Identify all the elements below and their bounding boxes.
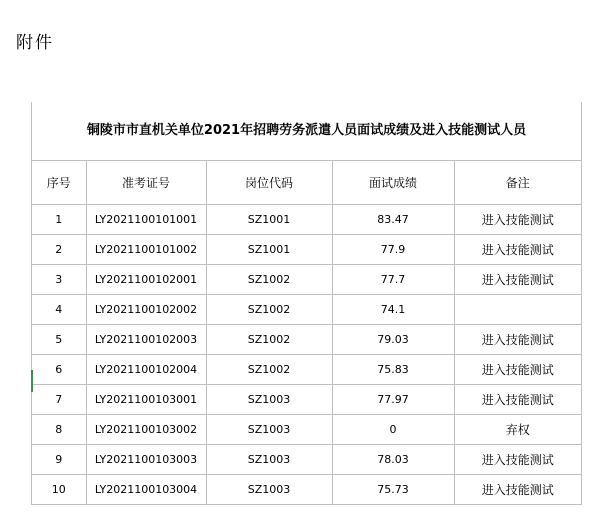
cell-post-code: SZ1001 xyxy=(206,205,332,235)
table-row xyxy=(32,235,581,265)
cell-post-code: SZ1003 xyxy=(206,385,332,415)
cell-ticket-number: LY2021100103002 xyxy=(86,415,206,445)
table-row xyxy=(32,415,581,445)
table-row xyxy=(32,385,581,415)
cell-post-code: SZ1003 xyxy=(206,445,332,475)
cell-remark: 进入技能测试 xyxy=(454,235,581,265)
results-table xyxy=(32,161,581,505)
cell-post-code: SZ1003 xyxy=(206,475,332,505)
cell-ticket-number: LY2021100103004 xyxy=(86,475,206,505)
header-interview-score: 面试成绩 xyxy=(332,161,454,205)
table-header-row xyxy=(32,161,581,205)
cell-ticket-number: LY2021100102004 xyxy=(86,355,206,385)
cell-post-code: SZ1003 xyxy=(206,415,332,445)
cell-interview-score: 77.9 xyxy=(332,235,454,265)
table-row xyxy=(32,265,581,295)
cell-seq: 10 xyxy=(32,475,86,505)
cell-remark: 进入技能测试 xyxy=(454,475,581,505)
table-row xyxy=(32,205,581,235)
cell-post-code: SZ1002 xyxy=(206,325,332,355)
cell-seq: 6 xyxy=(32,355,86,385)
results-sheet xyxy=(31,102,582,505)
table-title: 铜陵市市直机关单位2021年招聘劳务派遣人员面试成绩及进入技能测试人员 xyxy=(32,102,581,161)
cell-seq: 5 xyxy=(32,325,86,355)
text-cursor xyxy=(31,370,33,392)
cell-interview-score: 0 xyxy=(332,415,454,445)
cell-post-code: SZ1002 xyxy=(206,355,332,385)
cell-seq: 1 xyxy=(32,205,86,235)
cell-seq: 8 xyxy=(32,415,86,445)
cell-seq: 2 xyxy=(32,235,86,265)
cell-ticket-number: LY2021100102001 xyxy=(86,265,206,295)
cell-remark: 进入技能测试 xyxy=(454,355,581,385)
cell-seq: 3 xyxy=(32,265,86,295)
cell-ticket-number: LY2021100101001 xyxy=(86,205,206,235)
header-seq: 序号 xyxy=(32,161,86,205)
table-row xyxy=(32,295,581,325)
table-row xyxy=(32,325,581,355)
cell-interview-score: 78.03 xyxy=(332,445,454,475)
cell-seq: 4 xyxy=(32,295,86,325)
cell-ticket-number: LY2021100101002 xyxy=(86,235,206,265)
cell-interview-score: 77.7 xyxy=(332,265,454,295)
cell-seq: 9 xyxy=(32,445,86,475)
cell-remark xyxy=(454,295,581,325)
cell-interview-score: 79.03 xyxy=(332,325,454,355)
table-row xyxy=(32,475,581,505)
cell-remark: 进入技能测试 xyxy=(454,445,581,475)
attachment-label: 附件 xyxy=(16,33,54,53)
cell-ticket-number: LY2021100102002 xyxy=(86,295,206,325)
cell-interview-score: 75.83 xyxy=(332,355,454,385)
cell-ticket-number: LY2021100103001 xyxy=(86,385,206,415)
header-remark: 备注 xyxy=(454,161,581,205)
cell-remark: 弃权 xyxy=(454,415,581,445)
cell-remark: 进入技能测试 xyxy=(454,385,581,415)
cell-interview-score: 75.73 xyxy=(332,475,454,505)
cell-post-code: SZ1001 xyxy=(206,235,332,265)
cell-ticket-number: LY2021100103003 xyxy=(86,445,206,475)
cell-interview-score: 77.97 xyxy=(332,385,454,415)
cell-post-code: SZ1002 xyxy=(206,295,332,325)
header-post-code: 岗位代码 xyxy=(206,161,332,205)
cell-remark: 进入技能测试 xyxy=(454,325,581,355)
table-row xyxy=(32,445,581,475)
cell-remark: 进入技能测试 xyxy=(454,205,581,235)
cell-post-code: SZ1002 xyxy=(206,265,332,295)
cell-ticket-number: LY2021100102003 xyxy=(86,325,206,355)
header-ticket-number: 准考证号 xyxy=(86,161,206,205)
cell-remark: 进入技能测试 xyxy=(454,265,581,295)
table-row xyxy=(32,355,581,385)
cell-interview-score: 83.47 xyxy=(332,205,454,235)
cell-seq: 7 xyxy=(32,385,86,415)
cell-interview-score: 74.1 xyxy=(332,295,454,325)
